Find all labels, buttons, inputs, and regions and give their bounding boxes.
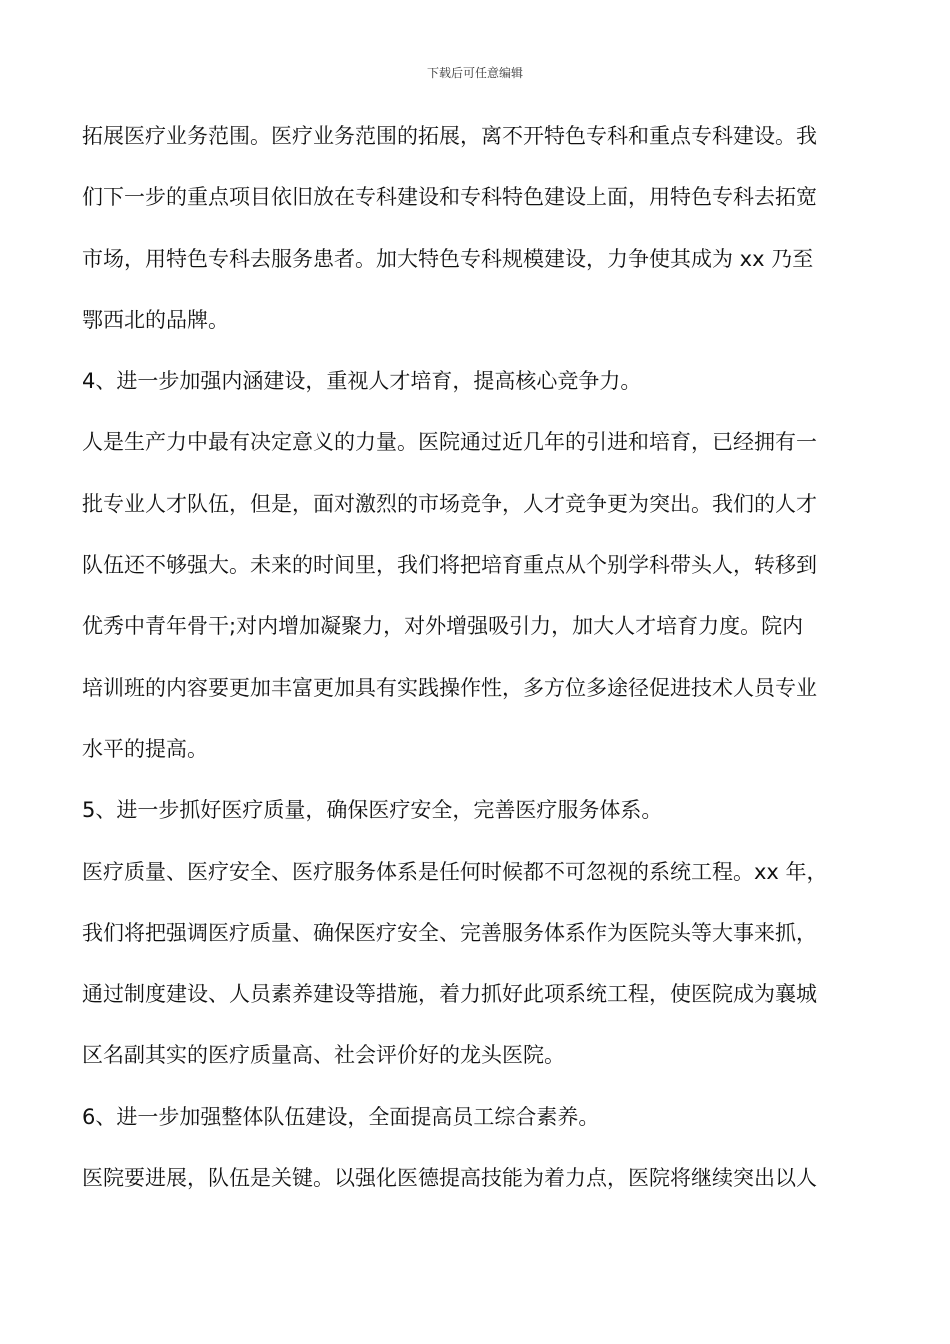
- text-line: 培训班的内容要更加丰富更加具有实践操作性，多方位多途径促进技术人员专业: [82, 675, 817, 700]
- text-line: 人是生产力中最有决定意义的力量。医院通过近几年的引进和培育，已经拥有一: [82, 430, 817, 455]
- section-heading: 4、进一步加强内涵建设，重视人才培育，提高核心竞争力。: [82, 369, 642, 394]
- text-line: 批专业人才队伍，但是，面对激烈的市场竞争，人才竞争更为突出。我们的人才: [82, 491, 817, 516]
- text-line: 医疗质量、医疗安全、医疗服务体系是任何时候都不可忽视的系统工程。xx 年，: [82, 859, 828, 884]
- section-heading: 5、进一步抓好医疗质量，确保医疗安全，完善医疗服务体系。: [82, 798, 663, 823]
- text-line: 队伍还不够强大。未来的时间里，我们将把培育重点从个别学科带头人，转移到: [82, 553, 817, 578]
- text-line: 水平的提高。: [82, 736, 208, 761]
- text-line: 拓展医疗业务范围。医疗业务范围的拓展，离不开特色专科和重点专科建设。我: [82, 124, 817, 148]
- text-line: 优秀中青年骨干;对内增加凝聚力，对外增强吸引力，加大人才培育力度。院内: [82, 614, 804, 639]
- document-body: [82, 106, 870, 1209]
- page-header: 下载后可任意编辑: [426, 66, 523, 80]
- section-heading: 6、进一步加强整体队伍建设，全面提高员工综合素养。: [82, 1104, 600, 1129]
- text-line: 医院要进展，队伍是关键。以强化医德提高技能为着力点，医院将继续突出以人: [82, 1166, 817, 1191]
- text-line: 我们将把强调医疗质量、确保医疗安全、完善服务体系作为医院头等大事来抓，: [82, 920, 817, 945]
- text-line: 市场，用特色专科去服务患者。加大特色专科规模建设，力争使其成为 xx 乃至: [82, 246, 814, 271]
- text-line: 通过制度建设、人员素养建设等措施，着力抓好此项系统工程，使医院成为襄城: [82, 982, 817, 1007]
- text-line: 们下一步的重点项目依旧放在专科建设和专科特色建设上面，用特色专科去拓宽: [82, 185, 817, 210]
- text-line: 鄂西北的品牌。: [82, 307, 229, 332]
- text-line: 区名副其实的医疗质量高、社会评价好的龙头医院。: [82, 1043, 565, 1068]
